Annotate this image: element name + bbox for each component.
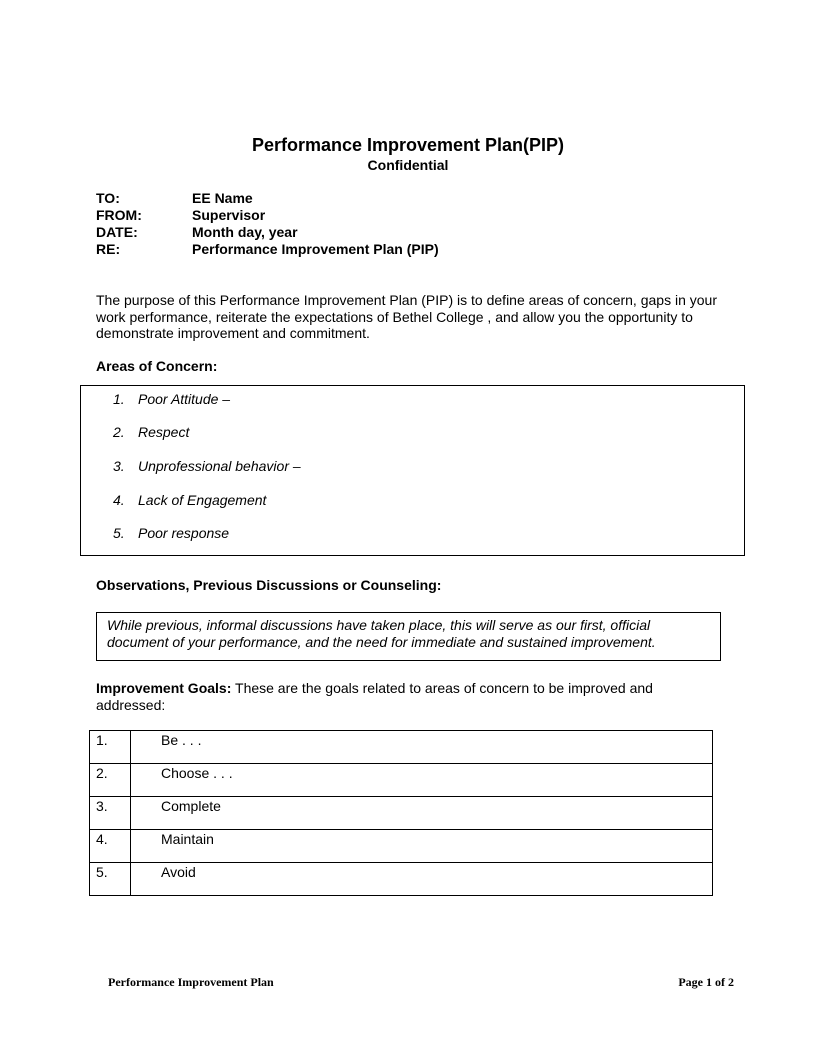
goal-text: Be . . . (131, 731, 713, 764)
list-item (113, 458, 301, 475)
improvement-goals-intro (96, 680, 716, 713)
purpose-paragraph: The purpose of this Performance Improvement Plan (PIP) is to define areas of concern, gaps in your work performance, reiterate the expectations of Bethel College , and allow you the opportunity to demonstrate improvement and commitment. (96, 292, 717, 341)
list-item-text: Unprofessional behavior – (138, 458, 301, 474)
list-item-text: Respect (138, 424, 190, 440)
footer-document-title: Performance Improvement Plan (108, 975, 274, 989)
areas-of-concern-heading: Areas of Concern: (96, 358, 218, 374)
goal-number: 2. (90, 764, 131, 797)
improvement-goals-heading: Improvement Goals: (96, 680, 232, 696)
list-item-number: 5. (113, 525, 125, 541)
table-row (90, 764, 713, 797)
memo-row-from (96, 207, 439, 224)
improvement-goals-description: These are the goals related to areas of concern to be improved and addressed: (96, 680, 653, 713)
observations-box: While previous, informal discussions have taken place, this will serve as our first, official document of your performance, and the need for immediate and sustained improvement. (96, 612, 721, 661)
list-item (113, 391, 230, 408)
goal-number: 3. (90, 797, 131, 830)
memo-row-to (96, 190, 439, 207)
list-item (113, 525, 229, 542)
list-item (113, 492, 266, 509)
goal-number: 4. (90, 830, 131, 863)
memo-label: FROM: (96, 207, 142, 223)
list-item-number: 1. (113, 391, 125, 407)
page-title: Performance Improvement Plan(PIP) (251, 135, 565, 155)
goal-number: 5. (90, 863, 131, 896)
goal-number: 1. (90, 731, 131, 764)
observations-heading: Observations, Previous Discussions or Counseling: (96, 577, 442, 593)
memo-label: TO: (96, 190, 120, 206)
memo-label: RE: (96, 241, 121, 257)
goal-text: Maintain (131, 830, 713, 863)
list-item-text: Poor Attitude – (138, 391, 231, 407)
list-item-number: 2. (113, 424, 125, 440)
goal-text: Choose . . . (131, 764, 713, 797)
table-row (90, 797, 713, 830)
improvement-goals-table (89, 730, 713, 896)
list-item-text: Lack of Engagement (138, 492, 267, 508)
list-item (113, 424, 189, 441)
areas-of-concern-box (80, 385, 745, 556)
list-item-text: Poor response (138, 525, 230, 541)
table-row (90, 863, 713, 896)
memo-header (96, 190, 439, 258)
memo-value: Supervisor (192, 207, 266, 223)
table-row (90, 830, 713, 863)
memo-row-re (96, 241, 439, 258)
memo-value: EE Name (192, 190, 253, 206)
table-row (90, 731, 713, 764)
memo-value: Performance Improvement Plan (PIP) (192, 241, 439, 257)
list-item-number: 4. (113, 492, 125, 508)
page-subtitle: Confidential (367, 157, 449, 173)
memo-label: DATE: (96, 224, 138, 240)
goal-text: Avoid (131, 863, 713, 896)
memo-value: Month day, year (192, 224, 298, 240)
footer-page-number: Page 1 of 2 (678, 975, 734, 989)
goal-text: Complete (131, 797, 713, 830)
list-item-number: 3. (113, 458, 125, 474)
memo-row-date (96, 224, 439, 241)
